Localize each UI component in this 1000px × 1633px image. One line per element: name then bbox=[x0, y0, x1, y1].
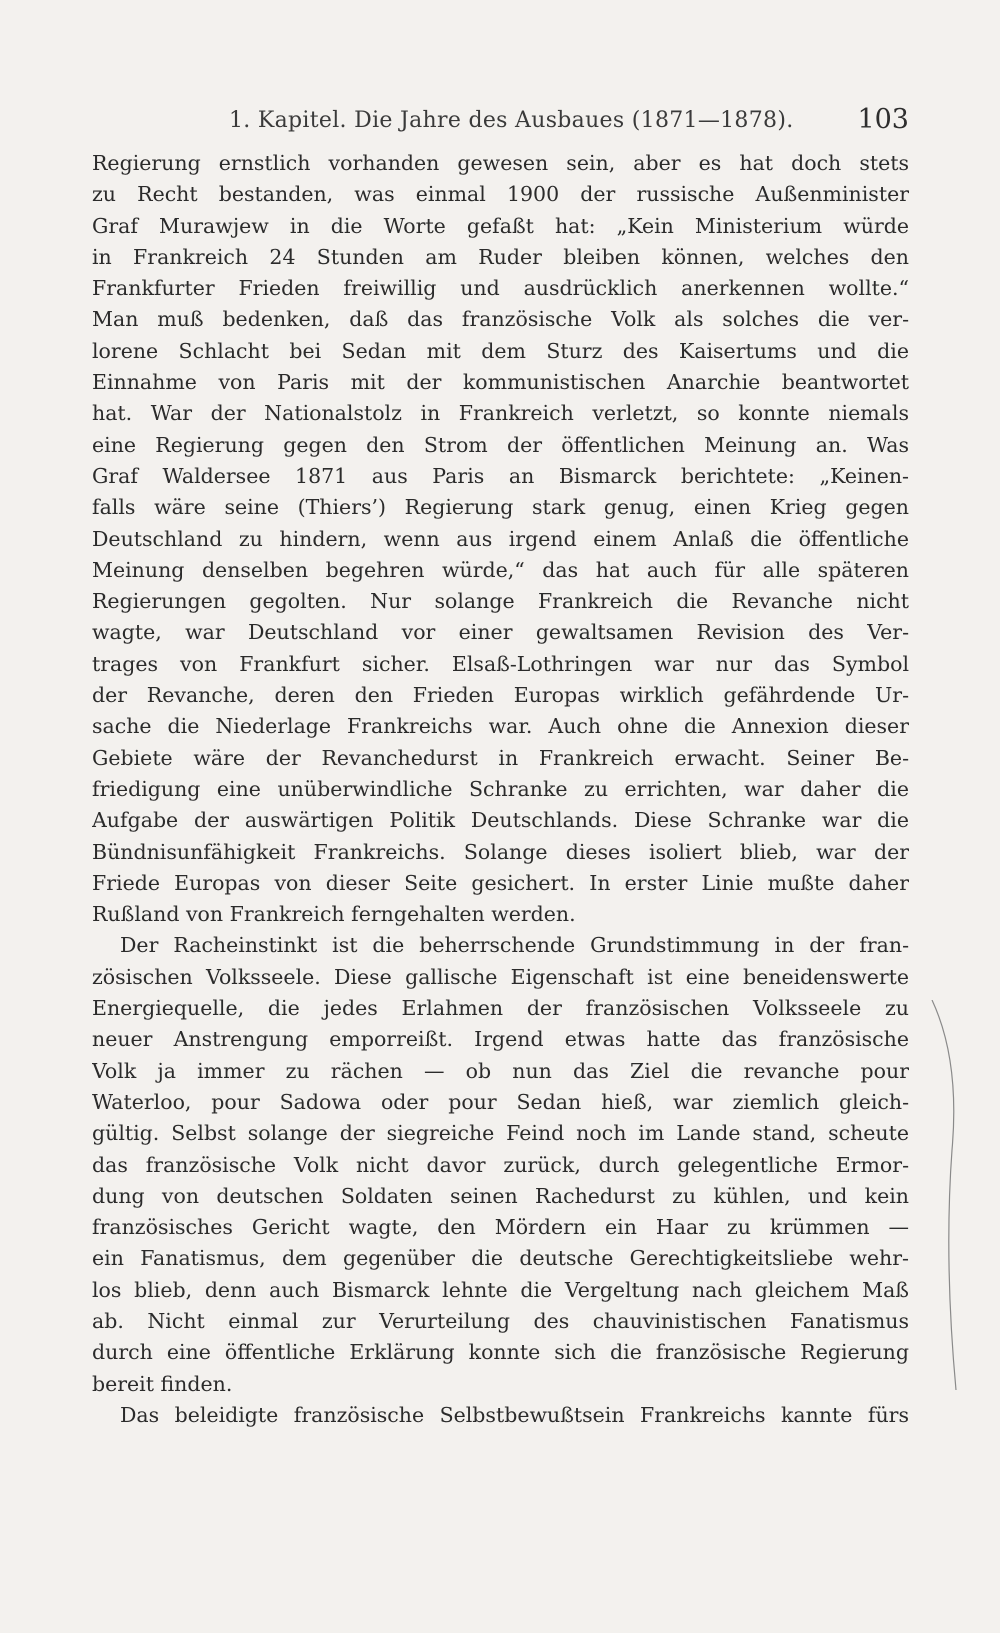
text-line: friedigung eine unüberwindliche Schranke zu errichten, war daher die bbox=[92, 776, 909, 801]
pencil-margin-mark bbox=[930, 1000, 970, 1390]
text-line: Energiequelle, die jedes Erlahmen der französischen Volksseele zu bbox=[92, 996, 909, 1021]
page-header bbox=[92, 104, 909, 140]
text-line: ab. Nicht einmal zur Verurteilung des chauvinistischen Fanatismus bbox=[92, 1308, 909, 1333]
text-line: durch eine öffentliche Erklärung konnte sich die französische Regierung bbox=[92, 1340, 909, 1365]
text-line: Bündnisunfähigkeit Frankreichs. Solange dieses isoliert blieb, war der bbox=[92, 839, 909, 864]
text-line: zösischen Volksseele. Diese gallische Eigenschaft ist eine beneidenswerte bbox=[92, 964, 909, 989]
text-line: dung von deutschen Soldaten seinen Rachedurst zu kühlen, und kein bbox=[92, 1183, 909, 1208]
text-line: Regierung ernstlich vorhanden gewesen sein, aber es hat doch stets bbox=[92, 151, 909, 175]
text-line: Meinung denselben begehren würde,“ das hat auch für alle späteren bbox=[92, 557, 909, 582]
text-line: französisches Gericht wagte, den Mördern ein Haar zu krümmen — bbox=[92, 1215, 909, 1240]
text-line: neuer Anstrengung emporreißt. Irgend etwas hatte das französische bbox=[92, 1027, 909, 1052]
body-text bbox=[92, 148, 909, 1431]
page-number: 103 bbox=[857, 104, 909, 135]
running-title: 1. Kapitel. Die Jahre des Ausbaues (1871—1878). bbox=[229, 108, 794, 133]
text-line: Waterloo, pour Sadowa oder pour Sedan hieß, war ziemlich gleich- bbox=[92, 1089, 909, 1114]
text-line: in Frankreich 24 Stunden am Ruder bleiben können, welches den bbox=[92, 244, 909, 269]
text-line: das französische Volk nicht davor zurück, durch gelegentliche Ermor- bbox=[92, 1152, 909, 1177]
text-line: los blieb, denn auch Bismarck lehnte die Vergeltung nach gleichem Maß bbox=[92, 1277, 909, 1302]
text-line: bereit finden. bbox=[92, 1371, 233, 1396]
text-line: Man muß bedenken, daß das französische Volk als solches die ver- bbox=[92, 307, 909, 332]
text-line: Der Racheinstinkt ist die beherrschende Grundstimmung in der fran- bbox=[120, 933, 909, 958]
text-line: Volk ja immer zu rächen — ob nun das Ziel die revanche pour bbox=[92, 1058, 909, 1083]
text-line: Graf Murawjew in die Worte gefaßt hat: „Kein Ministerium würde bbox=[92, 213, 909, 238]
text-line: trages von Frankfurt sicher. Elsaß-Lothringen war nur das Symbol bbox=[92, 651, 909, 676]
text-line: der Revanche, deren den Frieden Europas wirklich gefährdende Ur- bbox=[92, 683, 909, 708]
text-line: sache die Niederlage Frankreichs war. Auch ohne die Annexion dieser bbox=[92, 714, 909, 739]
text-line: Graf Waldersee 1871 aus Paris an Bismarck berichtete: „Keinen- bbox=[92, 463, 909, 488]
text-line: Rußland von Frankreich ferngehalten werden. bbox=[92, 902, 576, 927]
text-line: Regierungen gegolten. Nur solange Frankreich die Revanche nicht bbox=[92, 589, 909, 614]
text-line: wagte, war Deutschland vor einer gewaltsamen Revision des Ver- bbox=[92, 620, 909, 645]
text-line: Das beleidigte französische Selbstbewußtsein Frankreichs kannte fürs bbox=[120, 1402, 909, 1427]
text-line: falls wäre seine (Thiers’) Regierung stark genug, einen Krieg gegen bbox=[92, 495, 909, 520]
text-line: Deutschland zu hindern, wenn aus irgend einem Anlaß die öffentliche bbox=[92, 526, 909, 551]
text-line: Aufgabe der auswärtigen Politik Deutschlands. Diese Schranke war die bbox=[92, 808, 909, 833]
text-line: lorene Schlacht bei Sedan mit dem Sturz des Kaisertums und die bbox=[92, 338, 909, 363]
text-line: Friede Europas von dieser Seite gesichert. In erster Linie mußte daher bbox=[92, 870, 909, 895]
text-line: Einnahme von Paris mit der kommunistischen Anarchie beantwortet bbox=[92, 370, 909, 395]
text-line: eine Regierung gegen den Strom der öffentlichen Meinung an. Was bbox=[92, 432, 909, 457]
text-line: ein Fanatismus, dem gegenüber die deutsche Gerechtigkeitsliebe wehr- bbox=[92, 1246, 909, 1271]
text-line: gültig. Selbst solange der siegreiche Feind noch im Lande stand, scheute bbox=[92, 1121, 909, 1146]
text-line: hat. War der Nationalstolz in Frankreich verletzt, so konnte niemals bbox=[92, 401, 909, 426]
text-line: zu Recht bestanden, was einmal 1900 der russische Außenminister bbox=[92, 182, 909, 207]
text-line: Frankfurter Frieden freiwillig und ausdrücklich anerkennen wollte.“ bbox=[92, 276, 909, 301]
text-line: Gebiete wäre der Revanchedurst in Frankreich erwacht. Seiner Be- bbox=[92, 745, 909, 770]
